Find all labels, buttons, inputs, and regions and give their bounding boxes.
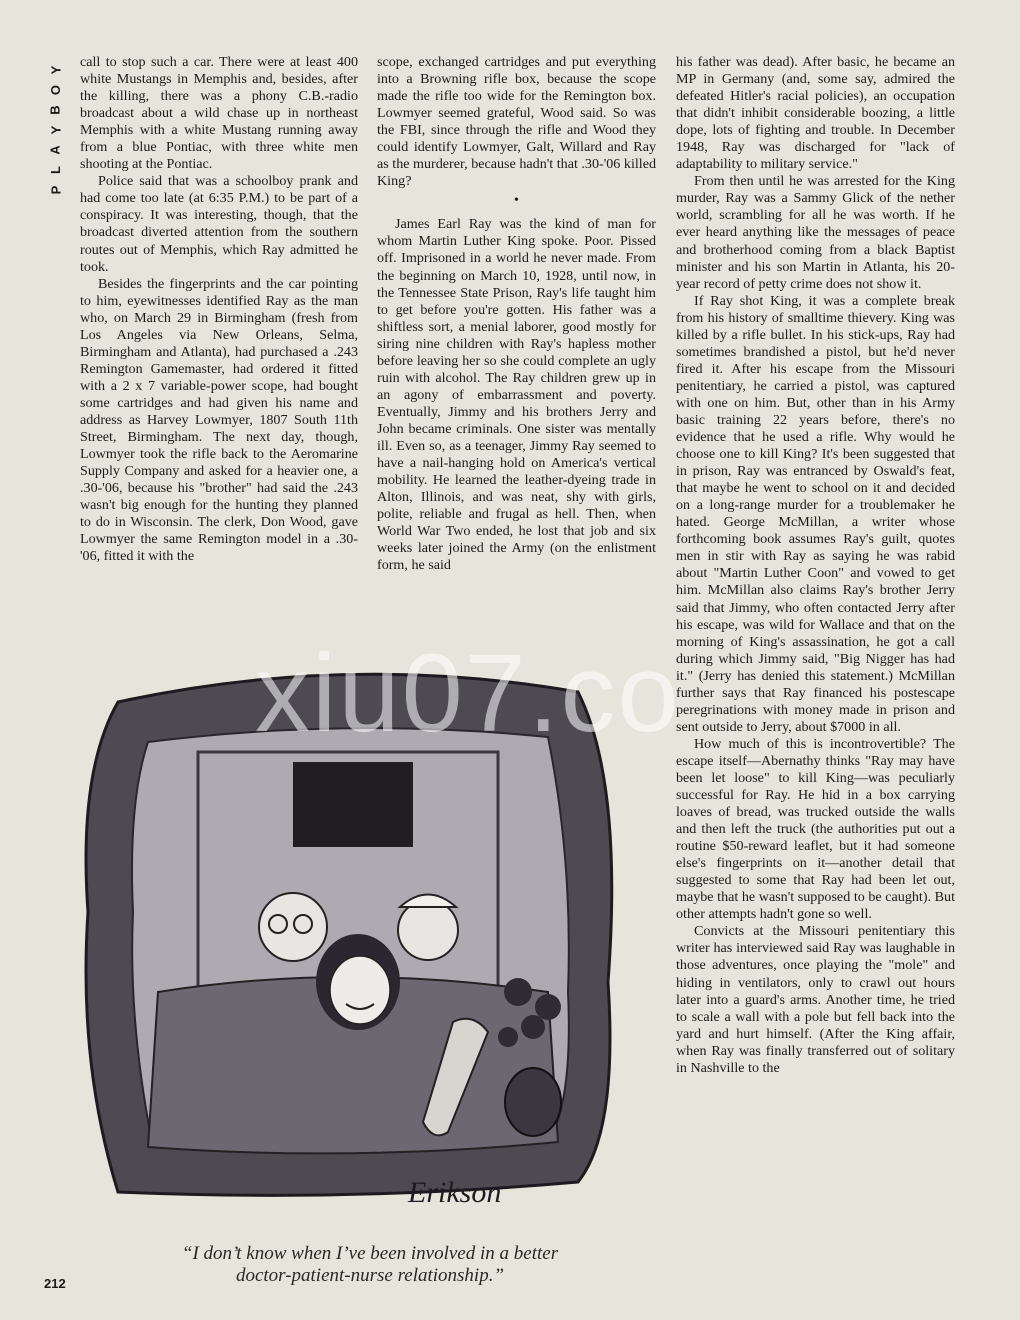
paragraph: If Ray shot King, it was a complete break from his history of smalltime thievery. King was killed by a rifle bullet. In his stick-ups, Ray had sometimes brandished a pistol, but he'd never fired it. After his escape from the Missouri penitentiary, he carried a pistol, was captured with one on him. But, other than in his Army basic training 22 years before, there's no evidence that he used a rifle. Why would he choose one to kill King? It's been suggested that in prison, Ray was entranced by Oswald's feat, that maybe he went to school on it and decided on a long-range murder for a troublemaker he hated. George McMillan, a writer whose forthcoming book assumes Ray's guilt, quotes men in stir with Ray as saying he was rabid about "Martin Luther Coon" and vowed to get him. McMillan also claims Ray's brother Jerry said that Jimmy, who often contacted Jerry after his escape, was wild for Wallace and that on the morning of King's assassination, he got a call during which Jimmy said, "Big Nigger has had it." (Jerry has denied this statement.) McMillan further says that Ray financed his postescape peregrinations with money made in prison and sent outside to Jerry, about $7000 in all. bbox=[676, 292, 955, 735]
cartoon-illustration bbox=[78, 662, 618, 1222]
patient-face bbox=[330, 956, 390, 1024]
masthead-letter: O bbox=[48, 84, 63, 96]
article-column-3 bbox=[676, 54, 955, 1077]
article-column-2 bbox=[377, 54, 656, 574]
paragraph: Convicts at the Missouri penitentiary this writer has interviewed said Ray was laughable in those adventures, once playing the "mole" and hiding in ventilators, only to crawl out hours later into a guard's arms. Another time, he tried to scale a wall with a pole but fell back into the yard and hurt himself. (After the King affair, when Ray was finally transferred out of solitary in Nashville to the bbox=[676, 923, 955, 1076]
cartoonist-signature: Erikson bbox=[408, 1176, 502, 1209]
magazine-name-vertical bbox=[38, 60, 74, 200]
cartoon-caption bbox=[120, 1243, 620, 1287]
caption-line: doctor-patient-nurse relationship.” bbox=[235, 1265, 505, 1286]
paragraph: call to stop such a car. There were at least 400 white Mustangs in Memphis and, besides, after the killing, there was a phony C.B.-radio broadcast about a wild chase up in northeast Memphis with a white Mustang running away from a blue Pontiac, with three white men shooting at the Pontiac. bbox=[80, 54, 358, 173]
article-column-1 bbox=[80, 54, 358, 565]
paragraph: Police said that was a schoolboy prank and had come too late (at 6:35 P.M.) to be part of a conspiracy. It was interesting, though, that the broadcast diverted attention from the southern routes out of Memphis, which Ray admitted he took. bbox=[80, 173, 358, 275]
window-shape bbox=[293, 762, 413, 847]
paragraph: James Earl Ray was the kind of man for whom Martin Luther King spoke. Poor. Pissed off. Imprisoned in a world he never made. From the beginning on March 10, 1928, until now, in the Tennessee State Prison, Ray's life taught him to get before you're gotten. His father was a shiftless sort, a menial laborer, good mostly for siring nine children with Ray's hapless mother before leaving her so she could complete an ugly ruin with alcohol. The Ray children grew up in an agony of embarrassment and poverty. Eventually, Jimmy and his brothers Jerry and John became criminals. One sister was mentally ill. Even so, as a teenager, Jimmy Ray seemed to have a nail-hanging hold on America's vertical mobility. He learned the leather-dyeing trade in Alton, Illinois, and was neat, shy with girls, polite, reliable and frugal as hell. Then, when World War Two ended, he lost that job and six weeks later joined the Army (on the enlistment form, he said bbox=[377, 216, 656, 574]
paragraph: How much of this is incontrovertible? The escape itself—Abernathy thinks "Ray may have been let loose" to kill King—was peculiarly successful for Ray. He hid in a box carrying loaves of bread, was trucked outside the walls and then left the truck (the authorities put out a routine $50-reward leaflet, but it had someone else's fingerprints on it—another detail that suggested to some that Ray had been let out, maybe that he wasn't supposed to be caught). But other attempts hadn't gone so well. bbox=[676, 735, 955, 923]
page-number: 212 bbox=[44, 1276, 66, 1291]
nurse-head bbox=[398, 900, 458, 960]
masthead-letter: P bbox=[47, 185, 63, 195]
masthead-letter: B bbox=[47, 105, 63, 115]
caption-line: “I don’t know when I’ve been involved in a better bbox=[181, 1243, 559, 1264]
masthead-letter: L bbox=[47, 166, 63, 174]
vase-shape bbox=[505, 1068, 561, 1136]
paragraph: From then until he was arrested for the King murder, Ray was a Sammy Glick of the nether world, scrambling for all he was worth. If he ever heard anything like the messages of peace and brotherhood coming from a black Baptist minister and his son Martin in Atlanta, his 20-year record of petty crime does not show it. bbox=[676, 173, 955, 292]
watermark-text: xiu07.co bbox=[255, 632, 681, 755]
masthead-letter: Y bbox=[47, 125, 63, 135]
section-break: • bbox=[514, 193, 519, 209]
paragraph: Besides the fingerprints and the car pointing to him, eyewitnesses identified Ray as the man who, on March 29 in Birmingham (fresh from Los Angeles via New Orleans, Selma, Birmingham and Atlanta), had purchased a .243 Remington Gamemaster, had ordered it fitted with a 2 x 7 variable-power scope, had bought some cartridges and had given his name and address as Harvey Lowmyer, 1807 South 11th Street, Birmingham. The next day, though, Lowmyer took the rifle back to the Aeromarine Supply Company and asked for a heavier one, a .30-'06, because his "brother" had said the .243 wasn't big enough for the hunting they planned to do in Wisconsin. The clerk, Don Wood, gave Lowmyer the same Remington model in a .30-'06, fitted it with the bbox=[80, 275, 358, 565]
paragraph: his father was dead). After basic, he became an MP in Germany (and, some say, admired the defeated Hitler's racial policies), an occupation that didn't inhibit considerable boozing, a little dope, lots of fighting and trouble. In December 1948, Ray was discharged for "lack of adaptability to military service." bbox=[676, 54, 955, 173]
masthead-letter: Y bbox=[47, 65, 63, 75]
paragraph: scope, exchanged cartridges and put everything into a Browning rifle box, because the scope made the rifle too wide for the Remington box. Lowmyer seemed grateful, Wood said. So was the FBI, since through the rifle and Wood they could identify Lowmyer, Galt, Willard and Ray as the murderer, because hadn't that .30-'06 killed King? bbox=[377, 54, 656, 190]
masthead-letter: A bbox=[47, 145, 63, 155]
